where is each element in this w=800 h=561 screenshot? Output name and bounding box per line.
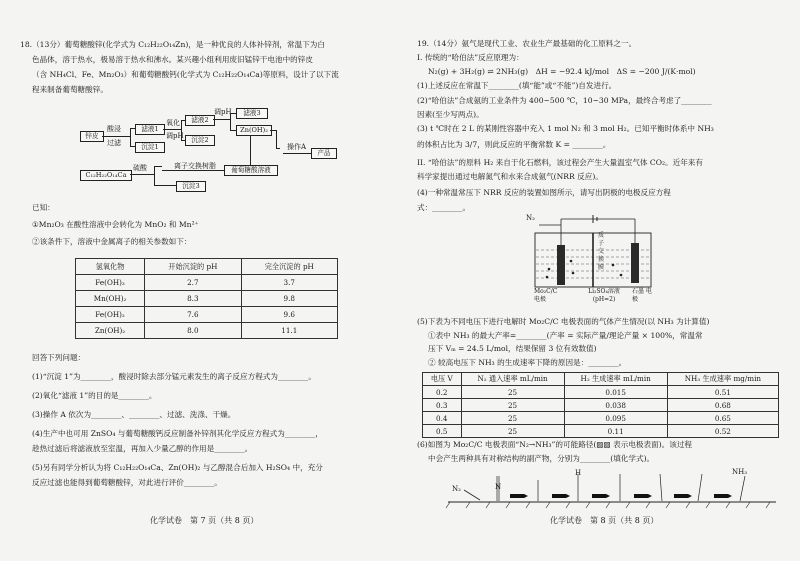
flow-gluconic: 葡萄糖酸溶液 [224, 165, 278, 176]
path-n2-label: N₂ [452, 485, 461, 493]
cell: 2.7 [145, 275, 241, 291]
col-header: 电压 V [423, 373, 462, 386]
cell-n2-label: N₂ [526, 214, 535, 222]
flow-acid: 酸浸 [107, 125, 121, 133]
flow-adjust-ph: 调pH [166, 132, 184, 140]
table-row [76, 291, 338, 307]
cell: 0.5 [423, 425, 462, 438]
col-header: H₂ 生成速率 mL/min [564, 373, 667, 386]
col-header: 开始沉淀的 pH [145, 259, 241, 275]
path-h-label: H [575, 469, 582, 477]
table-row [423, 399, 779, 412]
cell: 8.0 [145, 323, 241, 339]
right-page [400, 0, 800, 561]
flow-precip3: 沉淀3 [176, 181, 206, 192]
q19-line-6: 因素(至少写两点)。 [417, 110, 484, 119]
flow-filtrate3: 滤液3 [236, 108, 268, 119]
cell: 0.095 [564, 412, 667, 425]
cell: 25 [461, 425, 564, 438]
cell: 0.2 [423, 386, 462, 399]
flow-calcium: C₁₂H₂₂O₁₄Ca [80, 170, 132, 181]
cell: Fe(OH)₂ [76, 307, 145, 323]
cell: Fe(OH)₃ [76, 275, 145, 291]
q19-line-12: 式：________。 [417, 203, 471, 212]
q19-line-5: (2)“哈伯法”合成氨的工业条件为 400~500 ℃，10~30 MPa，最终合考虑了________ [417, 96, 712, 105]
col-header: N₂ 通入速率 mL/min [461, 373, 564, 386]
path-n-label: N [495, 483, 502, 491]
q19-equation: N₂(g) + 3H₂(g) ⇌ 2NH₃(g) ΔH = −92.4 kJ/mol ΔS = −200 J/(K·mol) [428, 67, 696, 76]
cell: 8.3 [145, 291, 241, 307]
table-row [423, 425, 779, 438]
q19-line-9: II. “哈伯法”的原料 H₂ 来自于化石燃料，该过程会产生大量温室气体 CO₂。近年来有 [417, 158, 703, 167]
cell: 11.1 [241, 323, 337, 339]
flow-sulfuric: 硫酸 [133, 164, 147, 172]
cell: 0.4 [423, 412, 462, 425]
q19-line-4: (1)上述反应在常温下________(填“能”或“不能”)自发进行。 [417, 81, 617, 90]
flow-op-a: 操作A [287, 143, 307, 151]
known-label: 已知： [32, 203, 55, 212]
flow-resin: 离子交换树脂 [174, 162, 216, 170]
table-row [76, 323, 338, 339]
cell: Mn(OH)₂ [76, 291, 145, 307]
cell: 0.3 [423, 399, 462, 412]
q6-line-2: 中会产生两种具有对称结构的副产物，分别为________(填化学式)。 [428, 454, 655, 463]
cell-electrolyte-label: Li₂SO₄溶液 (pH=2) [588, 288, 620, 303]
question-3: (3)操作 A 依次为________、________、过滤、洗涤、干燥。 [32, 410, 236, 419]
question-1: (1)“沉淀 1”为________，酸浸时除去部分锰元素发生的离子反应方程式为________。 [32, 372, 316, 381]
q5-b: ② 较高电压下 NH₃ 的生成速率下降的原因是：________。 [428, 358, 627, 367]
table-header-row [423, 373, 779, 386]
answer-head: 回答下列问题： [32, 353, 86, 362]
flow-precip1: 沉淀1 [135, 142, 165, 153]
q5-intro: (5)下表为不同电压下进行电解时 Mo₂C/C 电极表面的气体产生情况(以 NH₃ 为计算值) [417, 317, 710, 326]
cell: 0.015 [564, 386, 667, 399]
q19-line-8: 的体积占比为 3/7，则此反应的平衡常数 K = ________。 [417, 140, 611, 149]
q19-line-7: (3) t ℃时在 2 L 的某刚性容器中充入 1 mol N₂ 和 3 mol H₂。已知平衡时体系中 NH₃ [417, 124, 714, 133]
q19-line-10: 科学家提出通过电解氮气和水来合成氨气(NRR 反应)。 [417, 172, 603, 181]
q6-line-1: (6)如图为 Mo₂C/C 电极表面“N₂→NH₃”的可能路径(▨▨ 表示电极表面)。该过程 [417, 440, 693, 449]
path-nh3-label: NH₃ [732, 468, 748, 476]
col-header: 完全沉淀的 pH [241, 259, 337, 275]
q19-line-11: (4)一种常温常压下 NRR 反应的装置如图所示，请写出阴极的电极反应方程 [417, 188, 671, 197]
cell: 0.51 [667, 386, 778, 399]
question-4: (4)生产中也可用 ZnSO₄ 与葡萄糖酸钙反应制备补锌剂其化学反应方程式为________， [32, 429, 323, 438]
q19-line-2: I. 传统的“哈伯法”反应原理为： [417, 53, 524, 62]
known-2: ②该条件下，溶液中金属离子的相关参数如下： [32, 237, 192, 246]
cell: 25 [461, 386, 564, 399]
flow-filtrate1: 滤液1 [135, 124, 165, 135]
flow-adjust-ph2: 调pH [214, 108, 232, 116]
hydroxide-table [75, 258, 338, 339]
q5-a2: 压下 Vₘ = 24.5 L/mol，结果保留 3 位有效数值) [428, 344, 597, 353]
cell-left-electrode-label: Mo₂C/C 电极 [534, 288, 558, 303]
question-4b: 趁热过滤后将滤液放至室温，再加入少量乙醇的作用是________。 [32, 444, 253, 453]
flow-oxidize: 氧化 [166, 119, 180, 127]
flow-filter: 过滤 [107, 139, 121, 147]
cell: 3.7 [241, 275, 337, 291]
cell: 0.68 [667, 399, 778, 412]
q18-line-4: 程来制备葡萄糖酸锌。 [32, 85, 108, 94]
cell-right-electrode-label: 石墨 电极 [632, 288, 652, 303]
col-header: 氢氧化物 [76, 259, 145, 275]
cell: 25 [461, 412, 564, 425]
question-2: (2)氧化“滤液 1”的目的是________。 [32, 391, 157, 400]
q18-line-1: 18.（13分）葡萄糖酸锌(化学式为 C₁₂H₂₂O₁₄Zn)，是一种优良的人体补锌剂，常温下为白 [20, 40, 325, 49]
q5-a: ①表中 NH₃ 的最大产率=________(产率 = 实际产量/理论产量 × 100%，常温常 [428, 331, 703, 340]
cell: 25 [461, 399, 564, 412]
q18-line-2: 色晶体，溶于热水，极易溶于热水和沸水。某兴趣小组利用废旧锰锌干电池中的锌皮 [32, 55, 313, 64]
cell: 0.65 [667, 412, 778, 425]
q19-line-1: 19.（14分）氨气是现代工业、农业生产最基础的化工原料之一。 [417, 39, 637, 48]
table-row [76, 307, 338, 323]
table-row [76, 275, 338, 291]
table-row [423, 412, 779, 425]
cell: 9.6 [241, 307, 337, 323]
flow-znoh2: Zn(OH)₂ [236, 125, 272, 136]
flow-zinc: 锌皮 [80, 131, 104, 142]
cell-membrane-label: 质子交换膜 [598, 232, 605, 271]
col-header: NH₃ 生成速率 mg/min [667, 373, 778, 386]
table-row [423, 386, 779, 399]
cell: 7.6 [145, 307, 241, 323]
question-5: (5)另有同学分析认为将 C₁₂H₂₂O₁₄Ca、Zn(OH)₂ 与乙醇混合后加入 H₂SO₄ 中，充分 [32, 463, 323, 472]
cell: 0.038 [564, 399, 667, 412]
cell: Zn(OH)₂ [76, 323, 145, 339]
known-1: ①Mn₂O₃ 在酸性溶液中会转化为 MnO₂ 和 Mn²⁺ [32, 220, 199, 229]
cell: 0.52 [667, 425, 778, 438]
flow-precip2: 沉淀2 [185, 135, 215, 146]
voltage-table [422, 372, 779, 438]
question-5b: 反应过滤也能得到葡萄糖酸锌，对此进行评价________。 [32, 478, 222, 487]
flow-product: 产品 [311, 148, 337, 159]
cell: 9.8 [241, 291, 337, 307]
cell: 0.11 [564, 425, 667, 438]
page-footer: 化学试卷 第 8 页（共 8 页） [550, 516, 659, 525]
table-header-row [76, 259, 338, 275]
page-footer: 化学试卷 第 7 页（共 8 页） [150, 516, 259, 525]
reaction-pathway-diagram [440, 466, 780, 510]
flow-filtrate2: 滤液2 [185, 115, 215, 126]
q18-line-3: （含 NH₄Cl、Fe、Mn₂O₃）和葡萄糖酸钙(化学式为 C₁₂H₂₂O₁₄Ca)等原料，设计了以下流 [32, 70, 339, 79]
